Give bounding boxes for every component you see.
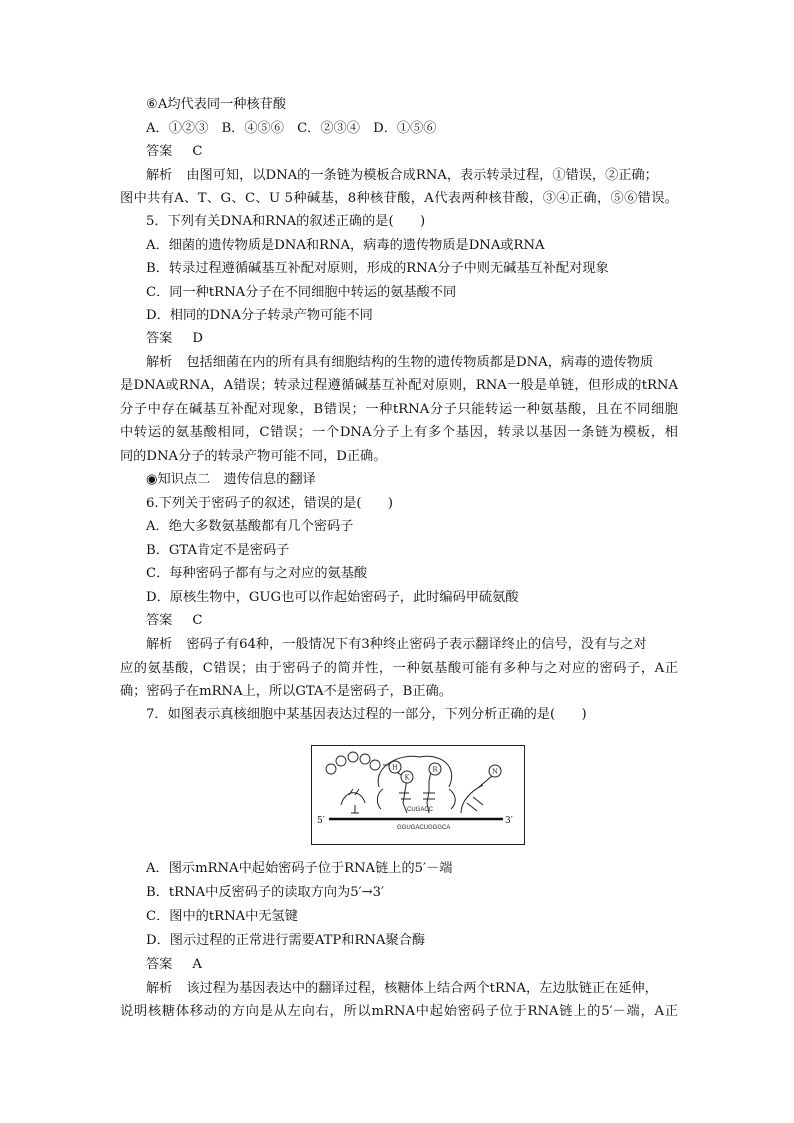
q5-stem: 5．下列有关DNA和RNA的叙述正确的是( ) bbox=[146, 214, 426, 229]
q5-answer bbox=[146, 327, 706, 350]
answer-label: 答案 bbox=[146, 331, 173, 346]
five-prime-label: 5′ bbox=[317, 816, 325, 826]
analysis-label: 解析 bbox=[146, 168, 173, 183]
q5-option-c: C．同一种tRNA分子在不同细胞中转运的氨基酸不同 bbox=[146, 285, 457, 300]
q5-option-d: D．相同的DNA分子转录产物可能不同 bbox=[146, 308, 373, 323]
answer-value: A bbox=[192, 957, 202, 972]
q7-option-d: D．图示过程的正常进行需要ATP和RNA聚合酶 bbox=[146, 933, 426, 948]
q7-analysis-line-1: 解析 该过程为基因表达中的翻译过程，核糖体上结合两个tRNA，左边肽链正在延伸， bbox=[146, 977, 706, 1000]
anticodon-text: CUGACC bbox=[407, 807, 434, 813]
q6-option-b: B．GTA肯定不是密码子 bbox=[146, 543, 290, 558]
q6-analysis-line-1: 解析 密码子有64种，一般情况下有3种终止密码子表示翻译终止的信号，没有与之对 bbox=[146, 633, 706, 656]
amino-acid-r-label: R bbox=[432, 765, 438, 774]
answer-value: D bbox=[192, 331, 203, 346]
q7-option-b: B．tRNA中反密码子的读取方向为5′→3′ bbox=[146, 885, 385, 900]
q4-analysis-line-1: 解析 由图可知，以DNA的一条链为模板合成RNA，表示转录过程，①错误，②正确； bbox=[146, 164, 706, 187]
q5-analysis-line-5: 同的DNA分子的转录产物可能不同，D正确。 bbox=[120, 449, 387, 464]
q6-answer bbox=[146, 609, 706, 632]
answer-label: 答案 bbox=[146, 957, 173, 972]
amino-acid-k-label: K bbox=[404, 773, 410, 782]
analysis-label: 解析 bbox=[146, 981, 173, 996]
mrna-sequence: GGUGACUGGGCA bbox=[397, 825, 451, 831]
q7-analysis-line-2: 说明核糖体移动的方向是从左向右，所以mRNA中起始密码子位于RNA链上的5′－端，A正 bbox=[120, 1004, 678, 1019]
section-heading: ◉知识点二 遗传信息的翻译 bbox=[146, 472, 316, 487]
amino-acid-h-label: H bbox=[392, 763, 398, 772]
option-6: ⑥A均代表同一种核苷酸 bbox=[146, 97, 287, 112]
q4-choices: A．①②③ B．④⑤⑥ C．②③④ D．①⑤⑥ bbox=[146, 121, 437, 136]
analysis-label: 解析 bbox=[146, 355, 173, 370]
translation-diagram bbox=[311, 745, 525, 845]
q5-analysis-line-2: 是DNA或RNA，A错误；转录过程遵循碱基互补配对原则，RNA一般是单链，但形成的tRNA bbox=[120, 378, 678, 393]
amino-acid-n-label: N bbox=[492, 767, 498, 776]
answer-value: C bbox=[192, 144, 203, 159]
q6-analysis-line-2: 应的氨基酸，C错误；由于密码子的简并性，一种氨基酸可能有多种与之对应的密码子，A正 bbox=[120, 661, 678, 676]
q6-analysis-line-3: 确；密码子在mRNA上，所以GTA不是密码子，B正确。 bbox=[120, 684, 452, 699]
q6-stem: 6.下列关于密码子的叙述，错误的是( ) bbox=[146, 496, 394, 511]
q5-analysis-line-3: 分子中存在碱基互补配对现象，B错误；一种tRNA分子只能转运一种氨基酸，且在不同细胞 bbox=[120, 402, 678, 417]
q6-option-a: A．绝大多数氨基酸都有几个密码子 bbox=[146, 519, 354, 534]
three-prime-label: 3′ bbox=[505, 816, 513, 826]
answer-value: C bbox=[192, 613, 203, 628]
q5-analysis-line-4: 中转运的氨基酸相同，C错误；一个DNA分子上有多个基因，转录以基因一条链为模板，相 bbox=[120, 425, 678, 440]
q7-stem: 7．如图表示真核细胞中某基因表达过程的一部分，下列分析正确的是( ) bbox=[146, 707, 587, 722]
q4-answer bbox=[146, 140, 706, 163]
q6-option-d: D．原核生物中，GUG也可以作起始密码子，此时编码甲硫氨酸 bbox=[146, 590, 519, 605]
q5-option-a: A．细菌的遗传物质是DNA和RNA，病毒的遗传物质是DNA或RNA bbox=[146, 238, 545, 253]
q5-analysis-line-1: 解析 包括细菌在内的所有具有细胞结构的生物的遗传物质都是DNA，病毒的遗传物质 bbox=[146, 351, 706, 374]
answer-label: 答案 bbox=[146, 144, 173, 159]
q4-analysis-line-2: 图中共有A、T、G、C、U 5种碱基，8种核苷酸，A代表两种核苷酸，③④正确，⑤⑥错误。 bbox=[120, 191, 678, 206]
answer-label: 答案 bbox=[146, 613, 173, 628]
q7-answer bbox=[146, 953, 706, 976]
q7-option-c: C．图中的tRNA中无氢键 bbox=[146, 909, 298, 924]
q7-option-a: A．图示mRNA中起始密码子位于RNA链上的5′－端 bbox=[146, 861, 453, 876]
q6-option-c: C．每种密码子都有与之对应的氨基酸 bbox=[146, 566, 368, 581]
analysis-label: 解析 bbox=[146, 637, 173, 652]
q5-option-b: B．转录过程遵循碱基互补配对原则，形成的RNA分子中则无碱基互补配对现象 bbox=[146, 261, 609, 276]
